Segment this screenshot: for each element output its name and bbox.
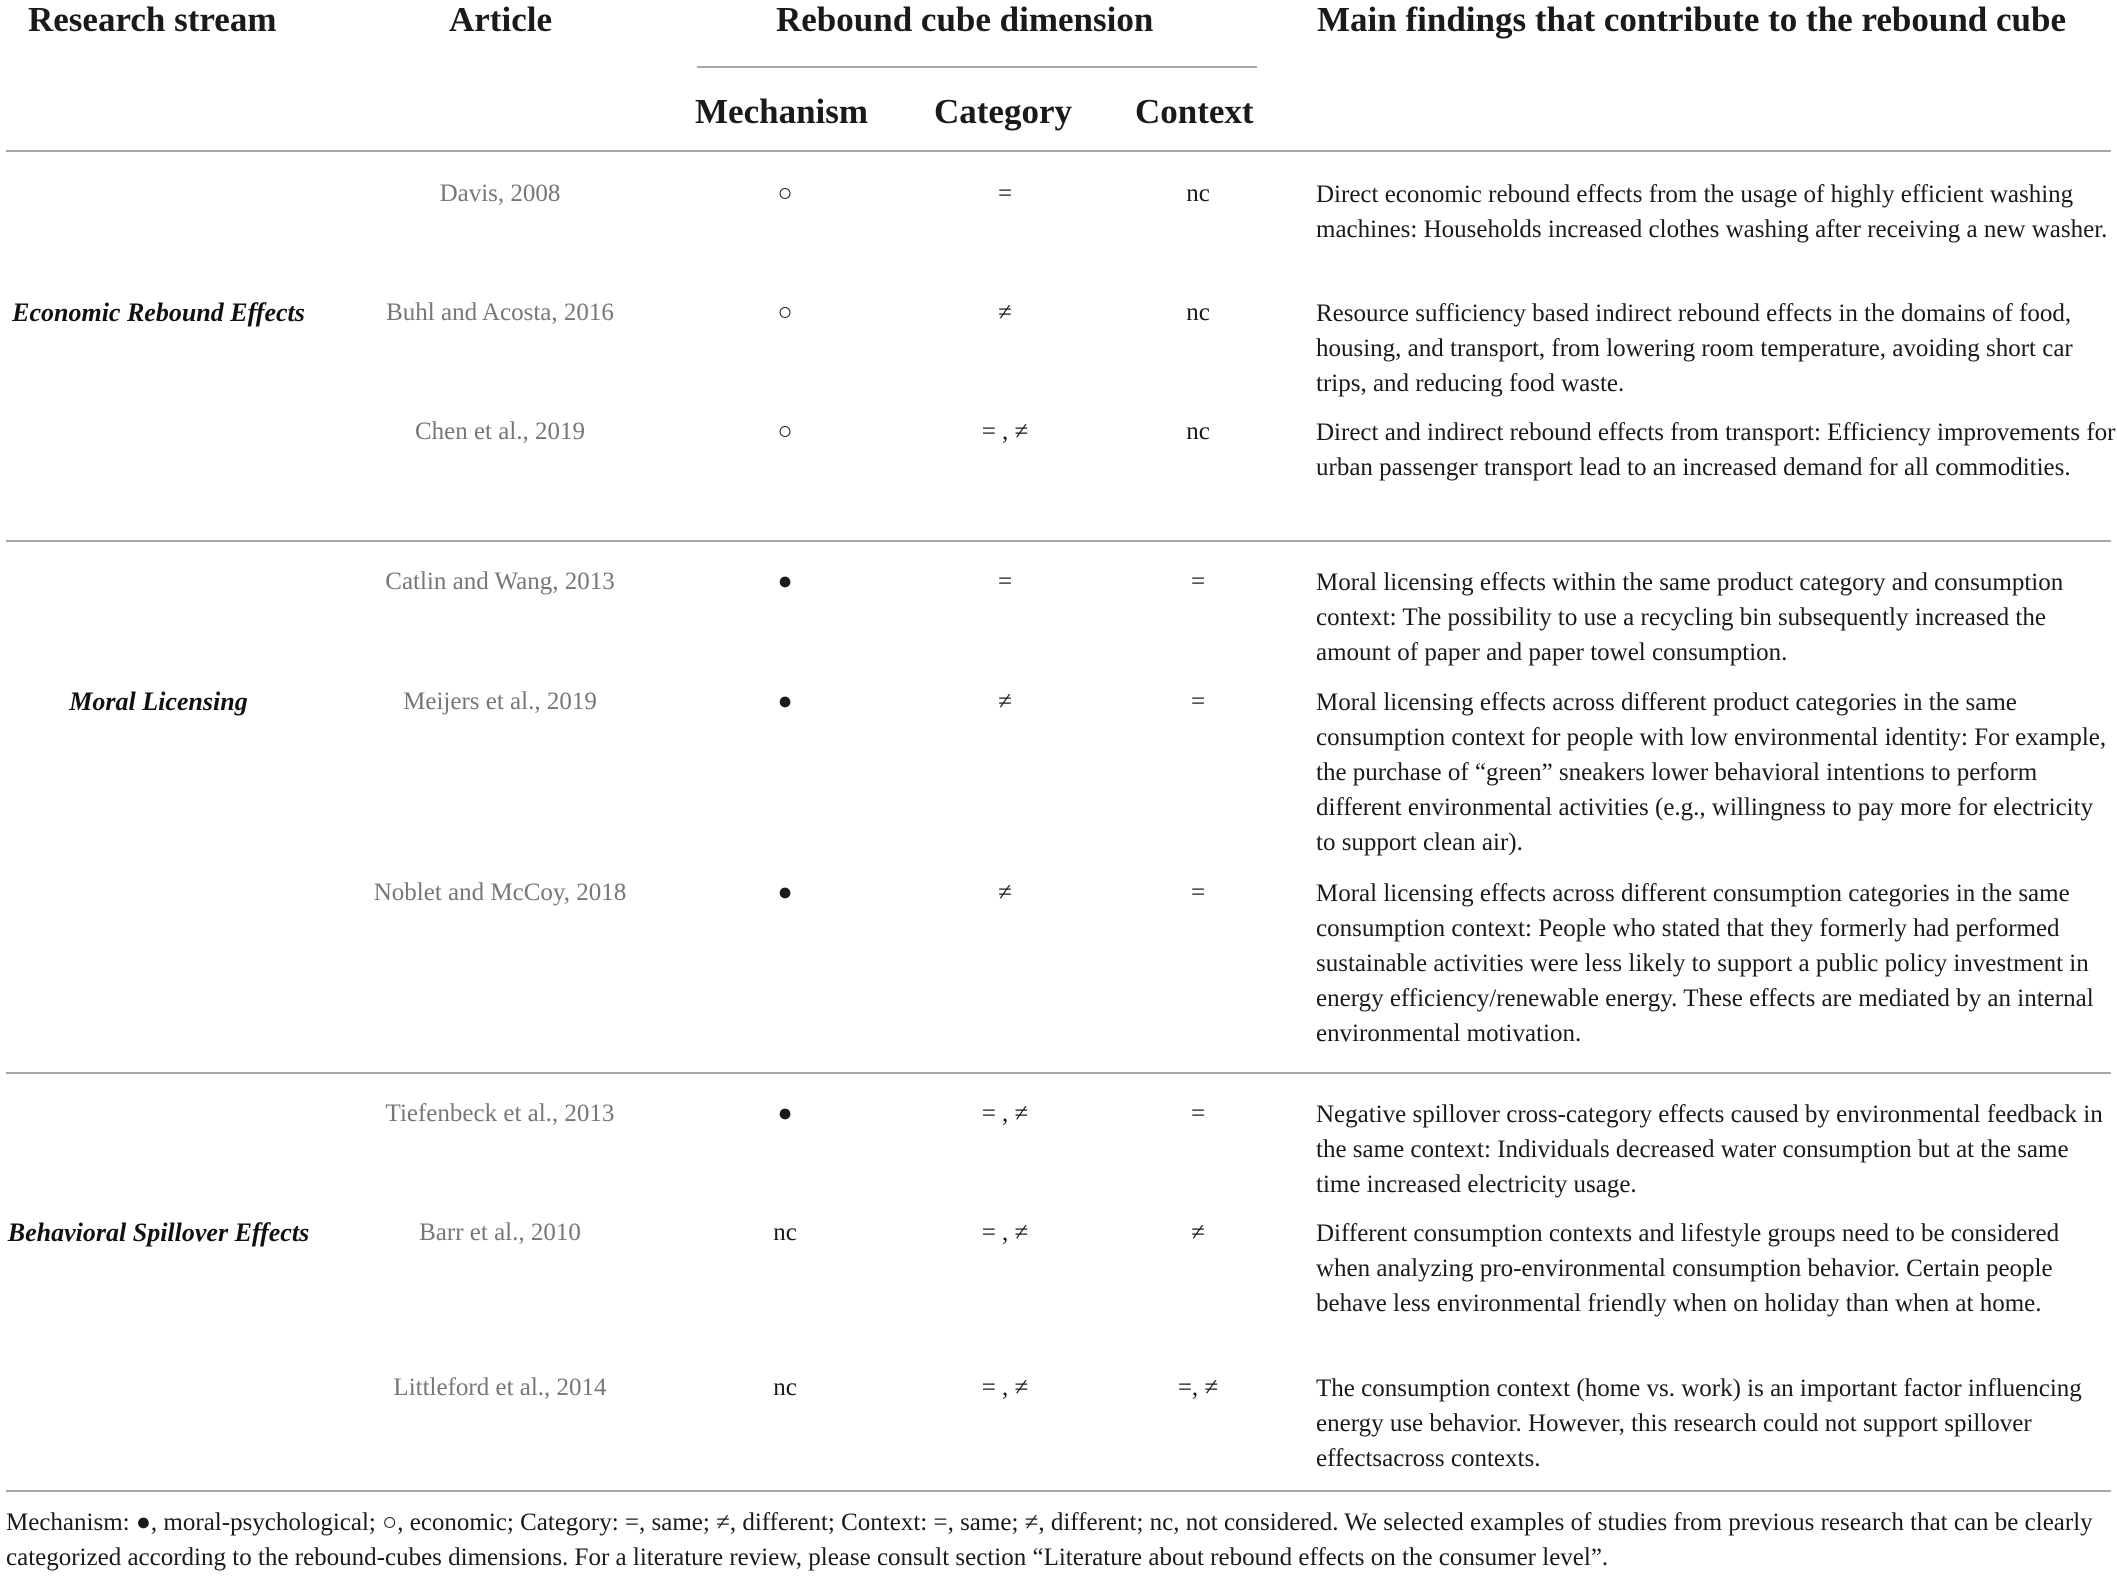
row-category: = , ≠	[981, 1219, 1029, 1246]
row-mechanism: ●	[777, 1100, 793, 1127]
row-category: ≠	[998, 688, 1012, 715]
row-article: Catlin and Wang, 2013	[385, 568, 615, 595]
row-finding: Direct economic rebound effects from the usage of highly efficient washing machines: Households increased clothes washing after receiving a new washer.	[1316, 181, 2108, 243]
row-context: nc	[1186, 418, 1210, 445]
row-mechanism: ○	[777, 180, 793, 207]
row-category: ≠	[998, 299, 1012, 326]
row-article: Tiefenbeck et al., 2013	[385, 1100, 615, 1127]
header-main-findings: Main findings that contribute to the rebound cube	[1317, 0, 2067, 39]
row-finding: Resource sufficiency based indirect rebound effects in the domains of food, housing, and transport, from lowering room temperature, avoiding short car trips, and reducing food waste.	[1316, 300, 2073, 397]
row-context: nc	[1186, 180, 1210, 207]
row-context: =	[1190, 568, 1206, 595]
row-context: =	[1190, 688, 1206, 715]
row-mechanism: ○	[777, 299, 793, 326]
row-context: =	[1190, 879, 1206, 906]
row-finding: Different consumption contexts and lifestyle groups need to be considered when analyzing pro-environmental consumption behavior. Certain people behave less environmental friendly when on holiday than when at home.	[1316, 1220, 2060, 1317]
row-context: ≠	[1191, 1219, 1205, 1246]
row-finding: Moral licensing effects within the same product category and consumption context: The possibility to use a recycling bin subsequently increased the amount of paper and paper towel consumption.	[1316, 569, 2064, 666]
header-research-stream: Research stream	[28, 0, 277, 39]
row-article: Chen et al., 2019	[414, 418, 586, 445]
row-category: = , ≠	[981, 1100, 1029, 1127]
row-category: =	[997, 568, 1013, 595]
row-category: =	[997, 180, 1013, 207]
row-finding: Direct and indirect rebound effects from transport: Efficiency improvements for urban passenger transport lead to an increased demand for all commodities.	[1316, 419, 2116, 481]
row-mechanism: ●	[777, 879, 793, 906]
table-bottom-rule	[6, 1490, 2111, 1492]
row-article: Littleford et al., 2014	[393, 1374, 607, 1401]
row-article: Meijers et al., 2019	[403, 688, 597, 715]
header-category: Category	[934, 92, 1073, 131]
table-footnote: Mechanism: ●, moral-psychological; ○, economic; Category: =, same; ≠, different; Context: =, same; ≠, different; nc, not considered. We selected examples of studies from previous research that can be clearly categorized according to the rebound-cubes dimensions. For a literature review, please consult section “Literature about rebound effects on the consumer level”.	[6, 1509, 2093, 1571]
row-category: ≠	[998, 879, 1012, 906]
row-mechanism: nc	[773, 1374, 797, 1401]
group-separator-1	[6, 540, 2111, 542]
group-separator-2	[6, 1072, 2111, 1074]
row-article: Buhl and Acosta, 2016	[386, 299, 614, 326]
header-article: Article	[449, 0, 552, 39]
row-finding: Moral licensing effects across different consumption categories in the same consumption context: People who stated that they formerly had performed sustainable activities were less likely to support a public policy investment in energy efficiency/renewable energy. These effects are mediated by an internal environmental motivation.	[1316, 880, 2094, 1047]
row-context: =	[1190, 1100, 1206, 1127]
row-context: nc	[1186, 299, 1210, 326]
row-mechanism: nc	[773, 1219, 797, 1246]
row-article: Noblet and McCoy, 2018	[373, 879, 627, 906]
row-finding: The consumption context (home vs. work) is an important factor influencing energy use behavior. However, this research could not support spillover effectsacross contexts.	[1316, 1375, 2082, 1472]
row-mechanism: ●	[777, 568, 793, 595]
row-mechanism: ●	[777, 688, 793, 715]
stream-behavioral-spillover-effects: Behavioral Spillover Effects	[7, 1218, 310, 1247]
header-mechanism: Mechanism	[695, 92, 869, 131]
header-context: Context	[1135, 92, 1254, 131]
stream-moral-licensing: Moral Licensing	[69, 687, 248, 716]
row-context: =, ≠	[1177, 1374, 1219, 1401]
row-article: Barr et al., 2010	[419, 1219, 581, 1246]
row-finding: Moral licensing effects across different product categories in the same consumption context for people with low environmental identity: For example, the purchase of “green” sneakers lower behavioral intentions to perform different environmental activities (e.g., willingness to pay more for electricity to support clean air).	[1316, 689, 2107, 856]
header-subrule	[697, 66, 1257, 68]
header-bottom-rule	[6, 150, 2111, 152]
row-finding: Negative spillover cross-category effects caused by environmental feedback in the same context: Individuals decreased water consumption but at the same time increased electricity usage.	[1316, 1101, 2103, 1198]
row-category: = , ≠	[981, 1374, 1029, 1401]
header-rebound-cube-dimension: Rebound cube dimension	[776, 0, 1154, 39]
stream-economic-rebound-effects: Economic Rebound Effects	[12, 298, 305, 327]
row-article: Davis, 2008	[439, 180, 561, 207]
row-category: = , ≠	[981, 418, 1029, 445]
row-mechanism: ○	[777, 418, 793, 445]
